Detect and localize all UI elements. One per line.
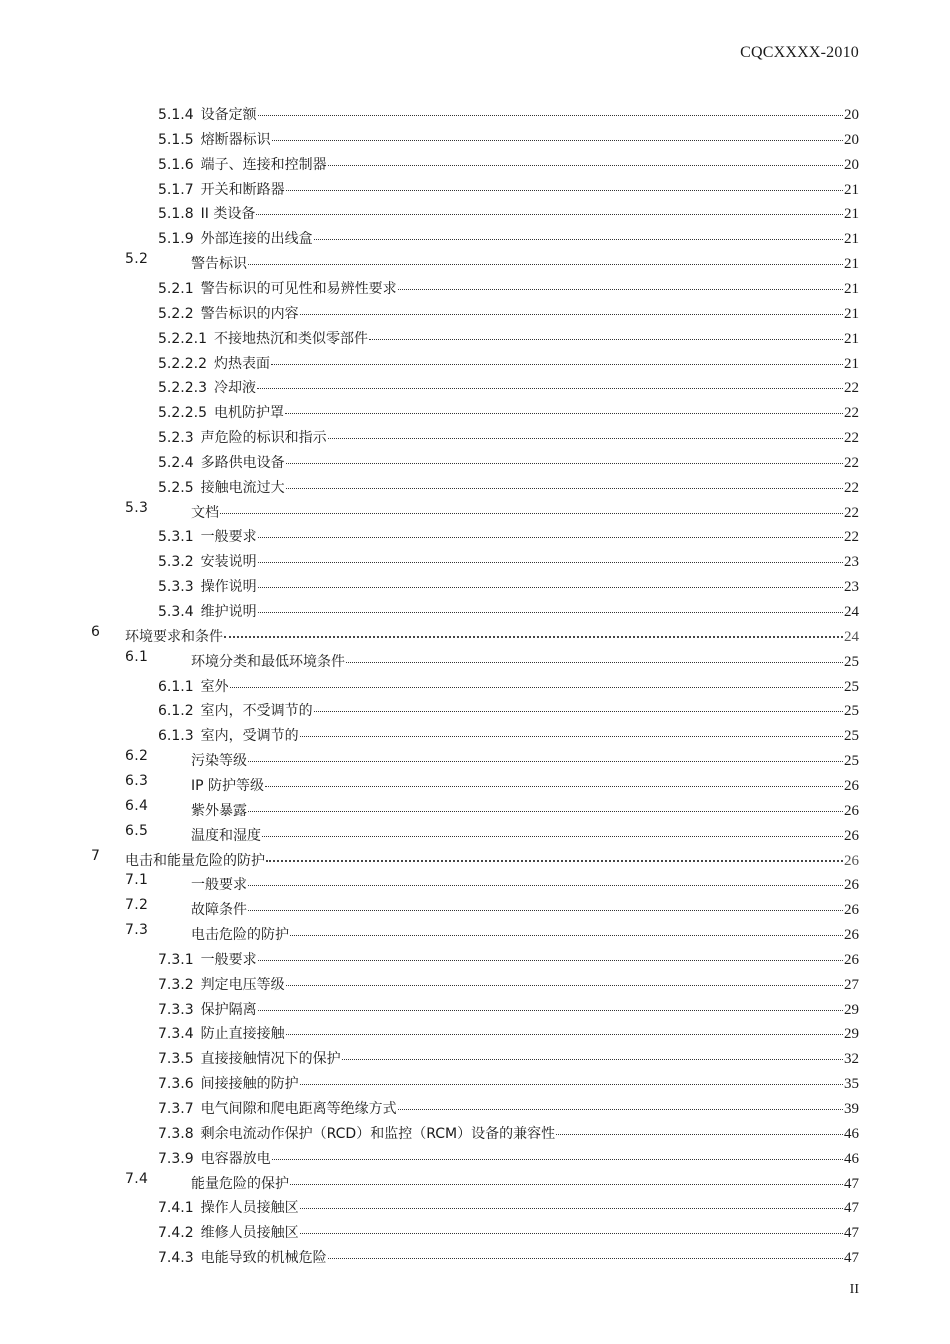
toc-entry-page: 29 [844, 1026, 859, 1043]
toc-entry[interactable] [0, 174, 950, 199]
toc-entry-page: 21 [844, 206, 859, 223]
toc-entry-title: 操作人员接触区 [200, 1200, 299, 1217]
dot-leader [257, 375, 843, 392]
dot-leader [248, 897, 843, 914]
toc-entry-title: 污染等级 [191, 753, 247, 770]
toc-entry[interactable] [0, 944, 950, 969]
toc-entry-page: 22 [844, 479, 859, 496]
toc-entry-title: 警告标识 [191, 256, 247, 273]
toc-entry-title: 5.1.7 [158, 181, 194, 198]
toc-entry-page: 21 [844, 355, 859, 372]
toc-entry-title: 5.2.1 [158, 280, 194, 297]
toc-entry[interactable] [0, 273, 950, 298]
dot-leader [272, 1146, 843, 1163]
toc-entry-title: 7.3.6 [158, 1076, 194, 1093]
toc-entry-title: 室外 [200, 678, 229, 695]
toc-entry[interactable] [0, 521, 950, 546]
toc-entry[interactable] [0, 372, 950, 397]
toc-entry-page: 25 [844, 753, 859, 770]
toc-entry-title: 室内，不受调节的 [200, 703, 313, 720]
toc-entry-title: 保护隔离 [200, 1001, 257, 1018]
toc-entry-page: 27 [844, 976, 859, 993]
toc-entry[interactable] [0, 820, 950, 845]
toc-entry-title: II 类设备 [200, 206, 256, 223]
toc-entry-page: 21 [844, 330, 859, 347]
toc-entry-title: 7.3.3 [158, 1001, 194, 1018]
toc-entry[interactable] [0, 745, 950, 770]
toc-entry[interactable] [0, 994, 950, 1019]
dot-leader [286, 177, 843, 194]
toc-entry[interactable] [0, 422, 950, 447]
dot-leader [265, 773, 843, 790]
toc-entry-title: 5.2.5 [158, 479, 194, 496]
dot-leader [556, 1121, 843, 1138]
toc-entry-page: 26 [844, 877, 859, 894]
toc-entry-page: 47 [844, 1250, 859, 1267]
toc-entry-title: 声危险的标识和指示 [200, 430, 327, 447]
dot-leader [224, 624, 843, 641]
toc-entry-title: 警告标识的内容 [200, 305, 299, 322]
toc-entry-title: 5.2.2.2 [158, 355, 207, 372]
dot-leader [230, 674, 843, 691]
dot-leader [342, 1046, 843, 1063]
toc-entry-title: 5.1.6 [158, 156, 194, 173]
toc-entry-title: 7.3.5 [158, 1051, 194, 1068]
toc-entry-title: 能量危险的保护 [191, 1175, 289, 1192]
toc-entry-title: 环境分类和最低环境条件 [191, 653, 345, 670]
toc-entry[interactable] [0, 845, 950, 870]
dot-leader [258, 524, 843, 541]
toc-entry[interactable] [0, 720, 950, 745]
dot-leader [262, 823, 843, 840]
toc-entry-title: 5.1.8 [158, 206, 194, 223]
toc-entry-page: 22 [844, 504, 859, 521]
toc-entry[interactable] [0, 1192, 950, 1217]
toc-entry-page: 26 [844, 852, 859, 869]
toc-entry-page: 22 [844, 380, 859, 397]
toc-entry-title: 灼热表面 [213, 355, 270, 372]
toc-entry-title: 操作说明 [200, 579, 257, 596]
toc-entry-page: 24 [844, 628, 859, 645]
toc-entry[interactable] [0, 1242, 950, 1267]
dot-leader [300, 1071, 843, 1088]
dot-leader [346, 649, 843, 666]
toc-entry[interactable] [0, 969, 950, 994]
dot-leader [285, 400, 843, 417]
toc-entry-title: 5.3.3 [158, 579, 194, 596]
dot-leader [290, 1171, 843, 1188]
toc-entry-title: 警告标识的可见性和易辨性要求 [200, 280, 397, 297]
toc-entry-title: 7.4.2 [158, 1225, 194, 1242]
toc-entry[interactable] [0, 770, 950, 795]
toc-entry-title: 7.4.3 [158, 1250, 194, 1267]
dot-leader [398, 1096, 843, 1113]
toc-entry-number: 7.3 [125, 922, 149, 939]
dot-leader [328, 425, 843, 442]
dot-leader [266, 848, 843, 865]
toc-entry-title: 直接接触情况下的保护 [200, 1051, 341, 1068]
toc-entry-page: 25 [844, 678, 859, 695]
toc-entry-page: 22 [844, 430, 859, 447]
toc-entry-page: 26 [844, 951, 859, 968]
dot-leader [328, 1245, 843, 1262]
toc-entry-page: 26 [844, 802, 859, 819]
toc-entry-page: 26 [844, 777, 859, 794]
toc-entry-title: 防止直接接触 [200, 1026, 285, 1043]
toc-entry-number: 6.3 [125, 772, 149, 789]
toc-entry[interactable] [0, 348, 950, 373]
dot-leader [286, 1021, 843, 1038]
toc-entry-page: 20 [844, 107, 859, 123]
toc-entry-title: 5.1.9 [158, 231, 194, 248]
toc-entry-page: 46 [844, 1125, 859, 1142]
dot-leader [398, 276, 843, 293]
toc-entry-page: 20 [844, 131, 859, 148]
toc-entry-title: IP 防护等级 [191, 777, 265, 794]
toc-entry[interactable] [0, 397, 950, 422]
toc-entry-title: 熔断器标识 [200, 131, 271, 148]
toc-entry-title: 冷却液 [213, 380, 256, 397]
dot-leader [314, 698, 843, 715]
toc-entry-title: 5.2.2.1 [158, 330, 207, 347]
toc-entry-title: 剩余电流动作保护（RCD）和监控（RCM）设备的兼容性 [200, 1125, 556, 1142]
toc-entry-page: 21 [844, 231, 859, 248]
toc-entry-number: 7.1 [125, 872, 149, 889]
toc-entry-page: 25 [844, 703, 859, 720]
toc-entry-page: 25 [844, 653, 859, 670]
toc-entry-title: 多路供电设备 [200, 454, 285, 471]
toc-entry[interactable] [0, 298, 950, 323]
dot-leader [300, 301, 843, 318]
dot-leader [248, 748, 843, 765]
toc-entry-page: 20 [844, 156, 859, 173]
toc-entry-title: 紫外暴露 [191, 802, 247, 819]
dot-leader [272, 127, 843, 144]
toc-entry[interactable] [0, 1118, 950, 1143]
toc-entry-title: 环境要求和条件 [125, 628, 223, 645]
toc-entry-page: 26 [844, 902, 859, 919]
toc-entry[interactable] [0, 447, 950, 472]
toc-entry-title: 7.3.8 [158, 1125, 194, 1142]
dot-leader [258, 574, 843, 591]
toc-entry-page: 32 [844, 1051, 859, 1068]
toc-entry-title: 5.2.2.3 [158, 380, 207, 397]
toc-entry-page: 22 [844, 454, 859, 471]
toc-entry-title: 不接地热沉和类似零部件 [213, 330, 368, 347]
toc-entry[interactable] [0, 198, 950, 223]
toc-entry-number: 7 [91, 847, 101, 864]
toc-entry-number: 6.5 [125, 822, 149, 839]
dot-leader [286, 450, 843, 467]
toc-entry-page: 47 [844, 1175, 859, 1192]
toc-entry[interactable] [0, 571, 950, 596]
dot-leader [256, 201, 843, 218]
toc-entry[interactable] [0, 1043, 950, 1068]
toc-entry-title: 5.2.2 [158, 305, 194, 322]
toc-entry[interactable] [0, 497, 950, 522]
toc-entry-title: 6.1.2 [158, 703, 194, 720]
toc-entry[interactable] [0, 1143, 950, 1168]
toc-entry[interactable] [0, 223, 950, 248]
dot-leader [328, 152, 843, 169]
dot-leader [258, 947, 843, 964]
toc-entry-title: 5.3.4 [158, 604, 194, 620]
toc-entry-title: 安装说明 [200, 554, 257, 571]
toc-entry-title: 6.1.1 [158, 678, 194, 695]
toc-entry-page: 21 [844, 256, 859, 273]
page-number: II [849, 1282, 859, 1297]
dot-leader [220, 500, 843, 517]
toc-entry-title: 端子、连接和控制器 [200, 156, 327, 173]
toc-entry-title: 7.4.1 [158, 1200, 194, 1217]
toc-entry-title: 温度和湿度 [191, 827, 261, 844]
toc-entry-title: 电气间隙和爬电距离等绝缘方式 [200, 1101, 397, 1117]
toc-entry-page: 26 [844, 927, 859, 944]
toc-entry-title: 5.3.2 [158, 554, 194, 571]
toc-entry[interactable] [0, 149, 950, 174]
toc-entry-title: 维修人员接触区 [200, 1225, 299, 1242]
dot-leader [286, 475, 843, 492]
toc-entry-title: 间接接触的防护 [200, 1076, 299, 1093]
toc-entry-title: 电击危险的防护 [191, 927, 289, 944]
toc-entry-title: 一般要求 [200, 529, 257, 546]
dot-leader [271, 351, 843, 368]
toc-entry-number: 6.2 [125, 748, 149, 765]
toc-entry-page: 35 [844, 1076, 859, 1093]
toc-entry-title: 判定电压等级 [200, 976, 285, 993]
toc-entry-title: 室内，受调节的 [200, 728, 299, 745]
toc-entry-title: 电能导致的机械危险 [200, 1250, 327, 1267]
dot-leader [300, 1220, 843, 1237]
toc-entry-page: 22 [844, 405, 859, 422]
toc-entry-number: 7.4 [125, 1170, 149, 1187]
toc-entry[interactable] [0, 596, 950, 621]
toc-entry-title: 文档 [191, 504, 219, 521]
dot-leader [286, 972, 843, 989]
toc-entry-title: 接触电流过大 [200, 479, 285, 496]
toc-entry[interactable] [0, 99, 950, 124]
toc-entry-title: 电容器放电 [200, 1150, 271, 1167]
toc-entry[interactable] [0, 1093, 950, 1118]
toc-entry-title: 外部连接的出线盒 [200, 231, 313, 248]
toc-entry-title: 7.3.9 [158, 1150, 194, 1167]
toc-entry-number: 7.2 [125, 897, 149, 914]
dot-leader [300, 1195, 843, 1212]
toc-entry[interactable] [0, 1217, 950, 1242]
toc-entry-page: 46 [844, 1150, 859, 1167]
toc-entry[interactable] [0, 248, 950, 273]
toc-entry-title: 维护说明 [200, 604, 257, 620]
toc-entry-page: 26 [844, 827, 859, 844]
toc-entry-page: 39 [844, 1101, 859, 1117]
toc-entry-title: 5.3.1 [158, 529, 194, 546]
toc-entry-page: 23 [844, 579, 859, 596]
dot-leader [314, 226, 843, 243]
toc-entry-page: 21 [844, 181, 859, 198]
toc-entry-number: 5.2 [125, 251, 149, 268]
toc-entry[interactable] [0, 621, 950, 646]
dot-leader [258, 997, 843, 1014]
dot-leader [258, 102, 843, 119]
dot-leader [290, 922, 843, 939]
toc-entry-number: 6 [91, 623, 101, 640]
toc-entry-title: 7.3.7 [158, 1101, 194, 1117]
toc-entry[interactable] [0, 695, 950, 720]
toc-entry[interactable] [0, 869, 950, 894]
toc-entry[interactable] [0, 671, 950, 696]
toc-entry-page: 47 [844, 1225, 859, 1242]
toc-entry-title: 故障条件 [191, 902, 247, 919]
toc-entry-title: 一般要求 [191, 877, 247, 894]
toc-entry-page: 24 [844, 604, 859, 620]
toc-entry[interactable] [0, 795, 950, 820]
toc-entry[interactable] [0, 646, 950, 671]
toc-entry-page: 21 [844, 280, 859, 297]
toc-entry-page: 22 [844, 529, 859, 546]
document-code: CQCXXXX-2010 [740, 44, 859, 61]
toc-entry-title: 5.2.3 [158, 430, 194, 447]
dot-leader [248, 798, 843, 815]
toc-entry-page: 25 [844, 728, 859, 745]
toc-entry-title: 一般要求 [200, 951, 257, 968]
dot-leader [248, 872, 843, 889]
toc-entry[interactable] [0, 894, 950, 919]
toc-entry-title: 6.1.3 [158, 728, 194, 745]
toc-entry-title: 7.3.4 [158, 1026, 194, 1043]
toc-entry[interactable] [0, 919, 950, 944]
toc-entry-title: 7.3.2 [158, 976, 194, 993]
dot-leader [248, 251, 843, 268]
toc-entry-title: 设备定额 [200, 107, 257, 123]
dot-leader [258, 599, 843, 616]
dot-leader [258, 549, 843, 566]
dot-leader [300, 723, 843, 740]
toc-entry[interactable] [0, 546, 950, 571]
toc-entry-number: 6.1 [125, 648, 149, 665]
toc-entry[interactable] [0, 124, 950, 149]
toc-entry-title: 开关和断路器 [200, 181, 285, 198]
toc-entry-page: 29 [844, 1001, 859, 1018]
toc-entry-page: 47 [844, 1200, 859, 1217]
toc-entry[interactable] [0, 323, 950, 348]
toc-entry-title: 5.2.4 [158, 454, 194, 471]
toc-entry-number: 5.3 [125, 499, 149, 516]
toc-entry-title: 5.2.2.5 [158, 405, 207, 422]
dot-leader [369, 326, 843, 343]
toc-entry-title: 5.1.5 [158, 131, 194, 148]
toc-entry[interactable] [0, 1018, 950, 1043]
toc-entry-title: 电击和能量危险的防护 [125, 852, 265, 869]
toc-entry-title: 5.1.4 [158, 107, 194, 123]
toc-entry[interactable] [0, 1068, 950, 1093]
toc-entry[interactable] [0, 1168, 950, 1193]
toc-entry[interactable] [0, 472, 950, 497]
toc-entry-number: 6.4 [125, 797, 149, 814]
toc-entry-title: 电机防护罩 [213, 405, 284, 422]
toc-entry-page: 21 [844, 305, 859, 322]
toc-entry-title: 7.3.1 [158, 951, 194, 968]
toc-entry-page: 23 [844, 554, 859, 571]
